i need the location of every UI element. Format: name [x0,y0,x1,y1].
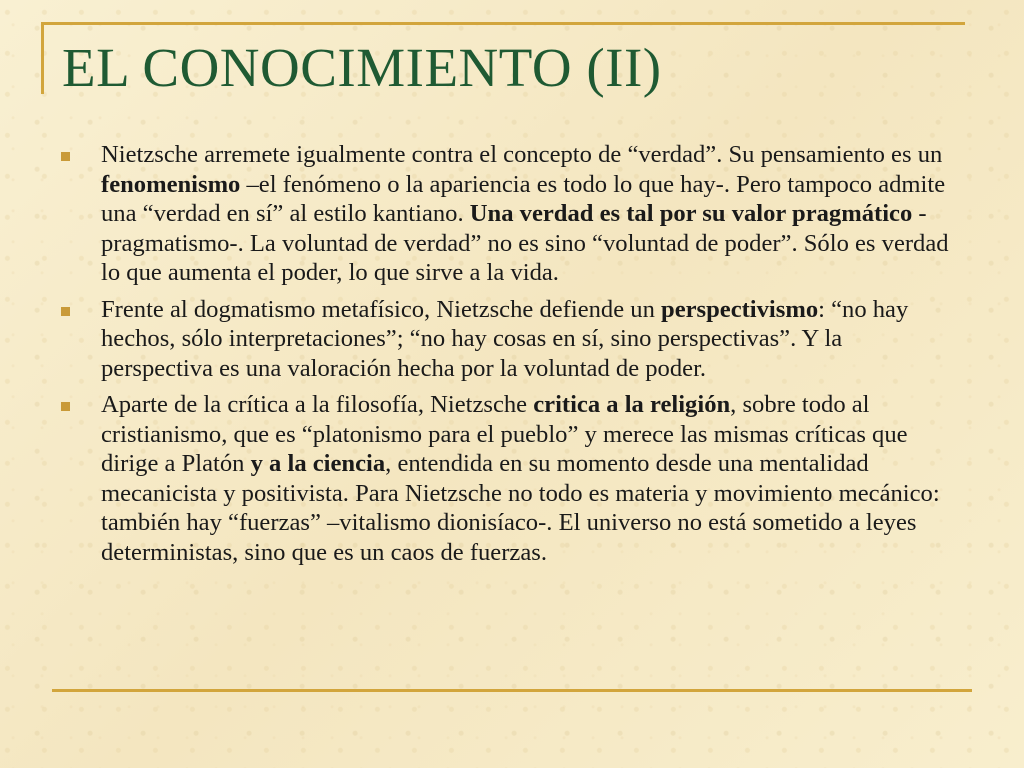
bullet-text [101,141,949,286]
square-bullet-icon [61,152,70,161]
text-segment: Frente al dogmatismo metafísico, Nietzsche defiende un [101,295,662,323]
bold-term: y a la ciencia [250,450,386,477]
text-segment: –el fenómeno o la apariencia es todo lo que hay-. Pero tampoco admite una “verdad en sí” al estilo kantiano. [101,170,946,227]
bullet-item [60,295,960,384]
text-segment: , entendida en su momento desde una mentalidad mecanicista y positivista. Para Nietzsche no todo es materia y movimiento mecánico: también hay “fuerzas” –vitalismo dionisíaco-. El universo no está sometido a leyes deterministas, sino que es un caos de fuerzas. [101,450,940,566]
text-segment: Nietzsche arremete igualmente contra el concepto de “verdad”. Su pensamiento es un [101,141,943,168]
text-segment: , sobre todo al cristianismo, que es “platonismo para el pueblo” y merece las mismas críticas que dirige a Platón [101,391,908,477]
text-segment: Aparte de la crítica a la filosofía, Nietzsche [101,391,534,418]
text-segment: -pragmatismo-. La voluntad de verdad” no es sino “voluntad de poder”. Sólo es verdad lo que aumenta el poder, lo que sirve a la vida. [101,200,949,286]
bold-term: fenomenismo [101,170,241,198]
bullet-text [101,391,940,566]
bold-term: perspectivismo [661,295,819,323]
square-bullet-icon [61,307,70,316]
frame-left-line [41,22,44,94]
square-bullet-icon [61,402,70,411]
bullet-item [60,390,960,567]
slide-title: EL CONOCIMIENTO (II) [62,37,662,98]
bold-term: critica a la religión [533,391,731,418]
bullet-item [60,140,960,288]
bullet-text [101,296,908,382]
bold-term: Una verdad es tal por su valor pragmático [469,200,913,227]
frame-bottom-line [52,689,972,692]
frame-top-line [41,22,965,25]
bullet-list [60,140,960,574]
text-segment: : “no hay hechos, sólo interpretaciones”; “no hay cosas en sí, sino perspectivas”. Y la perspectiva es una valoración hecha por la voluntad de poder. [101,295,909,382]
